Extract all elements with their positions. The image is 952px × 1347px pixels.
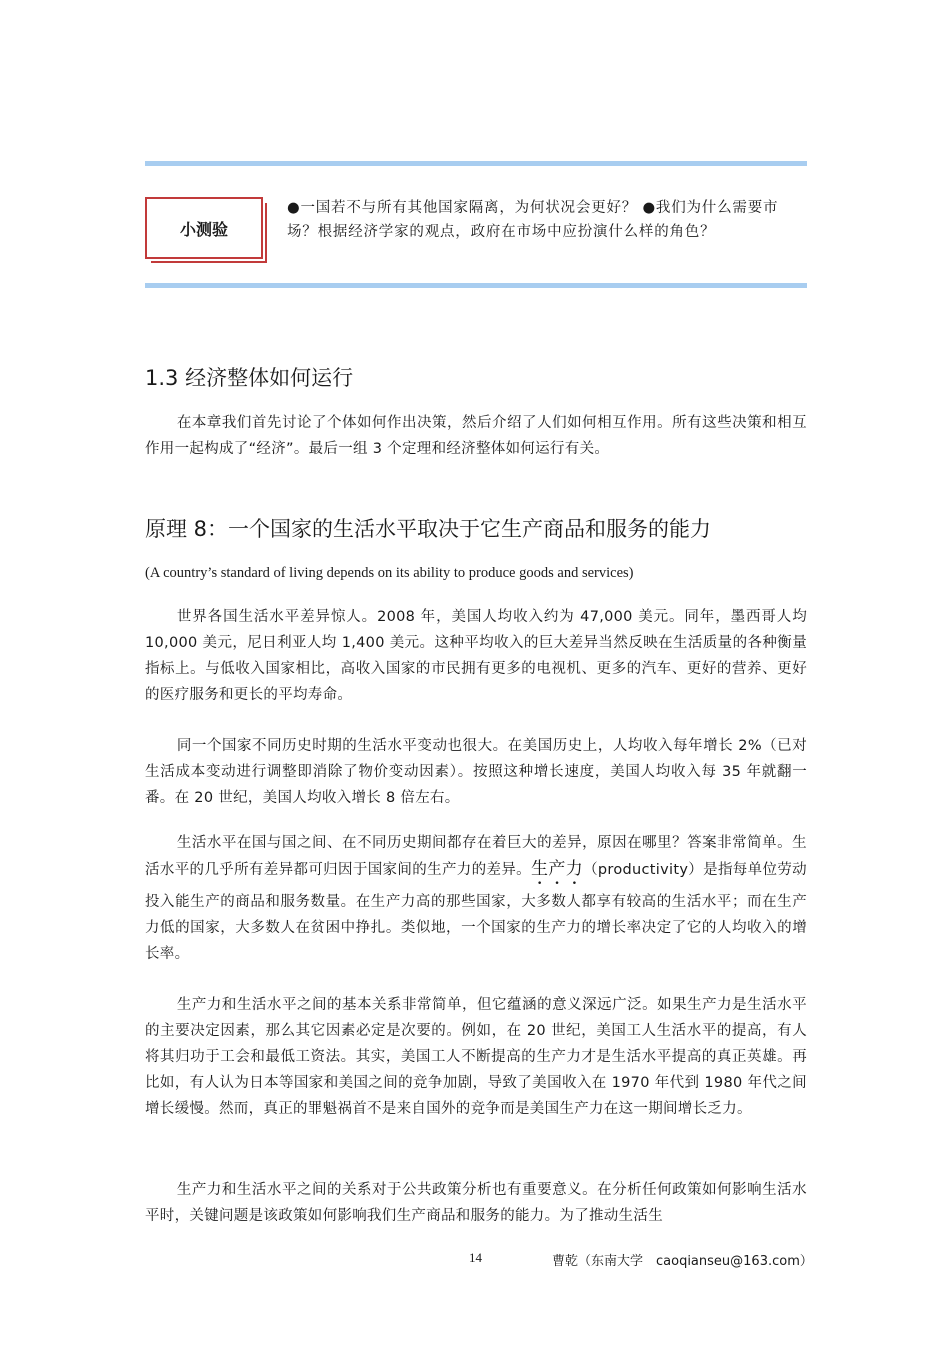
paragraph-1: 世界各国生活水平差异惊人。2008 年，美国人均收入约为 47,000 美元。同年，墨西哥人均 10,000 美元，尼日利亚人均 1,400 美元。这种平均收入的巨大差异当然反映在生活质量的各种衡量指标上。与低收入国家相比，高收入国家的市民拥有更多的电视机、更多的汽车、更好的营养、更好的医疗服务和更长的平均寿命。 xyxy=(145,609,807,703)
section-intro: 在本章我们首先讨论了个体如何作出决策，然后介绍了人们如何相互作用。所有这些决策和相互作用一起构成了“经济”。最后一组 3 个定理和经济整体如何运行有关。 xyxy=(145,415,807,457)
page-number: 14 xyxy=(469,1250,482,1265)
quiz-badge xyxy=(145,197,263,259)
paragraph-5: 生产力和生活水平之间的关系对于公共政策分析也有重要意义。在分析任何政策如何影响生活水平时，关键问题是该政策如何影响我们生产商品和服务的能力。为了推动生活生 xyxy=(145,1182,807,1224)
paragraph-2: 同一个国家不同历史时期的生活水平变动也很大。在美国历史上，人均收入每年增长 2%（已对生活成本变动进行调整即消除了物价变动因素）。按照这种增长速度，美国人均收入每 35 年就翻一番。在 20 世纪，美国人均收入增长 8 倍左右。 xyxy=(145,738,807,806)
footer-author: 曹乾（东南大学 caoqianseu@163.com） xyxy=(552,1254,813,1269)
productivity-term: 生产力 xyxy=(531,859,584,879)
principle-subtitle: (A country’s standard of living depends on its ability to produce goods and services) xyxy=(145,565,634,581)
quiz-label: 小测验 xyxy=(179,220,228,239)
principle-title: 原理 8：一个国家的生活水平取决于它生产商品和服务的能力 xyxy=(145,517,712,541)
section-title: 1.3 经济整体如何运行 xyxy=(145,366,354,390)
top-rule xyxy=(145,161,807,166)
bottom-rule xyxy=(145,283,807,288)
paragraph-3 xyxy=(145,830,807,967)
paragraph-3-text-b: （productivity）是指每单位劳动投入能生产的商品和服务数量。在生产力高的那些国家，大多数人都享有较高的生活水平；而在生产力低的国家，大多数人在贫困中挣扎。类似地，一个国家的生产力的增长率决定了它的人均收入的增长率。 xyxy=(145,862,807,962)
paragraph-4: 生产力和生活水平之间的基本关系非常简单，但它蕴涵的意义深远广泛。如果生产力是生活水平的主要决定因素，那么其它因素必定是次要的。例如，在 20 世纪，美国工人生活水平的提高，有人将其归功于工会和最低工资法。其实，美国工人不断提高的生产力才是生活水平提高的真正英雄。再比如，有人认为日本等国家和美国之间的竞争加剧，导致了美国收入在 1970 年代到 1980 年代之间增长缓慢。然而，真正的罪魁祸首不是来自国外的竞争而是美国生产力在这一期间增长乏力。 xyxy=(145,997,807,1117)
quiz-questions: ●一国若不与所有其他国家隔离，为何状况会更好？ ●我们为什么需要市场？根据经济学家的观点，政府在市场中应扮演什么样的角色？ xyxy=(287,200,779,240)
paragraph-3-text-a: 生活水平在国与国之间、在不同历史期间都存在着巨大的差异，原因在哪里？答案非常简单。生活水平的几乎所有差异都可归因于国家间的生产力的差异。 xyxy=(145,835,807,878)
